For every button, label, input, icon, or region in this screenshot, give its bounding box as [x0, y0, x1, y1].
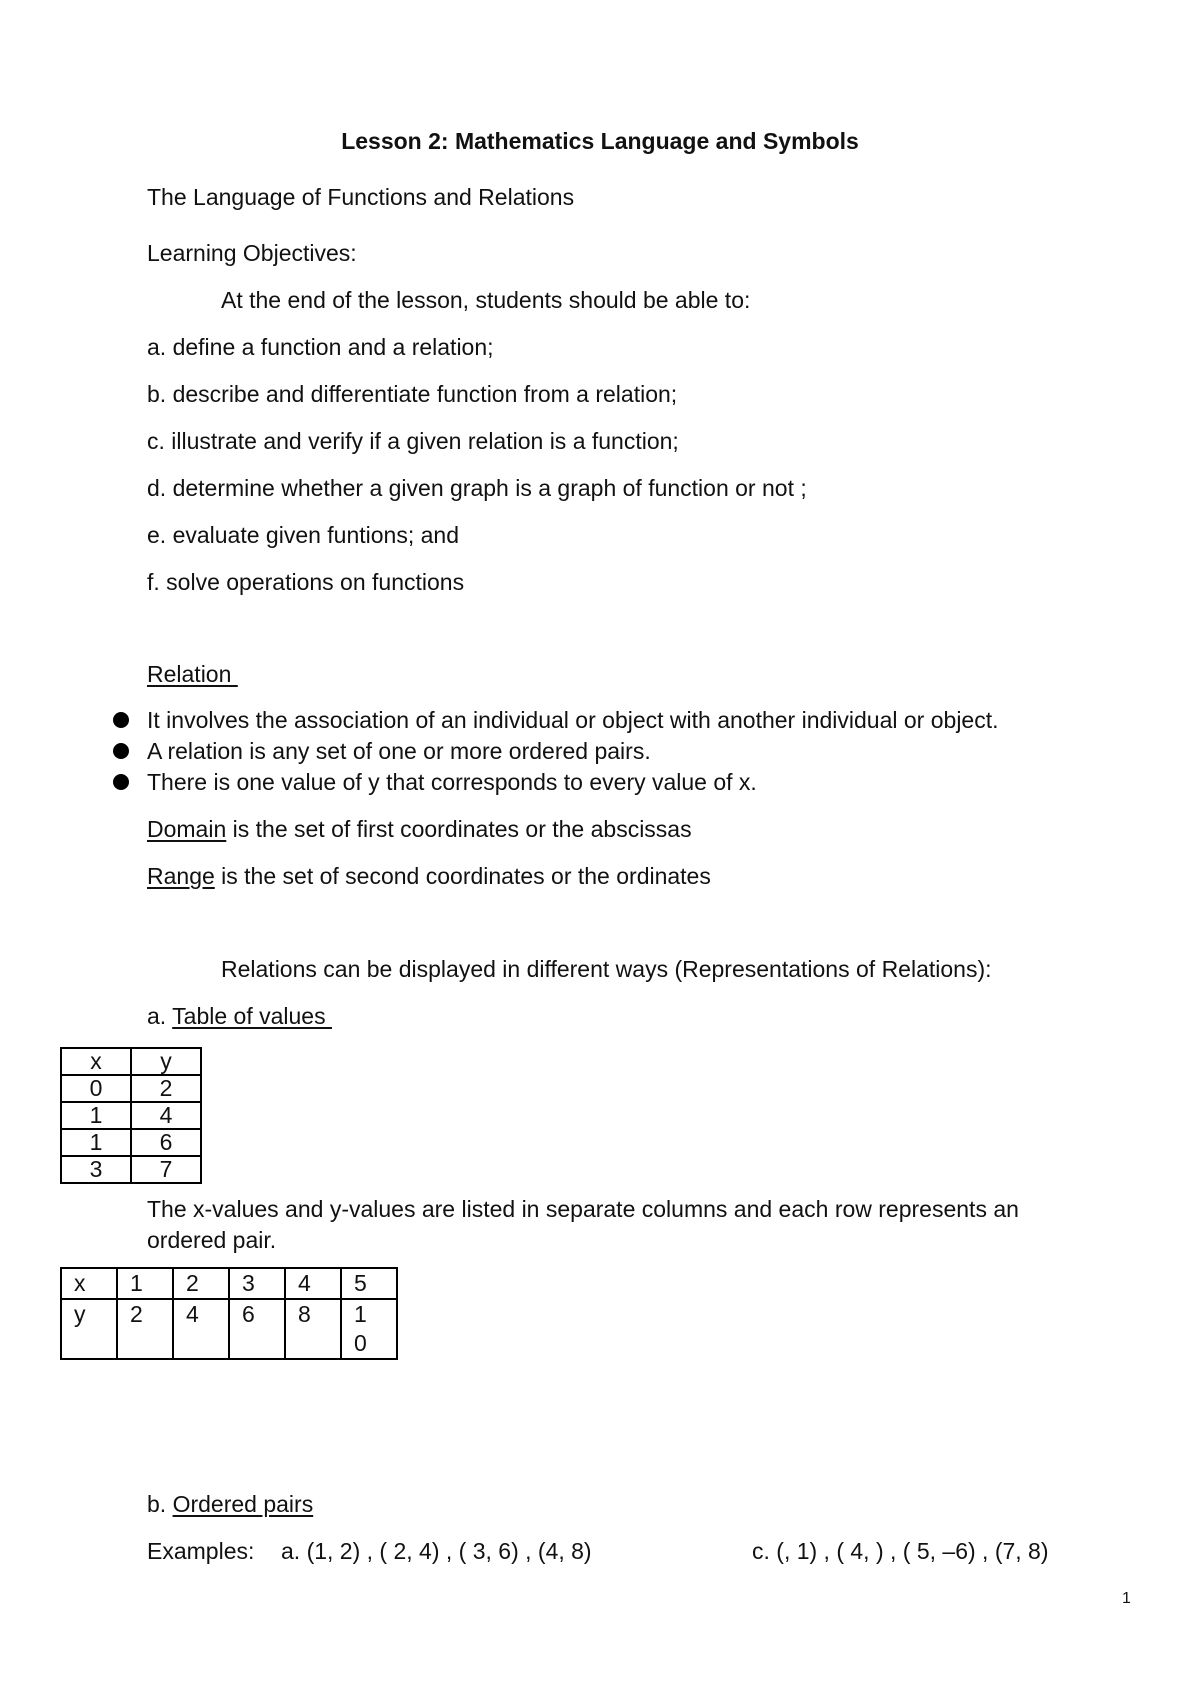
table-cell: 2 [131, 1075, 201, 1102]
examples-label: Examples: [147, 1538, 255, 1564]
objective-item: d. determine whether a given graph is a graph of function or not ; [147, 475, 807, 501]
item-prefix: b. [147, 1491, 173, 1517]
xy-table-horizontal [60, 1267, 398, 1360]
representations-intro: Relations can be displayed in different ways (Representations of Relations): [221, 956, 992, 982]
bullet-icon [113, 774, 129, 790]
table-header-row [61, 1048, 201, 1075]
objective-item: e. evaluate given funtions; and [147, 522, 460, 548]
objectives-heading: Learning Objectives: [147, 240, 357, 266]
table-row [61, 1075, 201, 1102]
table-cell: y [61, 1299, 117, 1359]
table-of-values-label [147, 1002, 332, 1030]
bullet-icon [113, 743, 129, 759]
relation-bullet: There is one value of y that corresponds to every value of x. [147, 769, 757, 795]
table-cell: 4 [173, 1299, 229, 1359]
bullet-icon [113, 712, 129, 728]
objective-item: c. illustrate and verify if a given relation is a function; [147, 428, 679, 454]
page-title: Lesson 2: Mathematics Language and Symbols [341, 128, 859, 154]
example-a: a. (1, 2) , ( 2, 4) , ( 3, 6) , (4, 8) [281, 1538, 592, 1564]
subtitle: The Language of Functions and Relations [147, 184, 575, 210]
table-row [61, 1102, 201, 1129]
table-cell: 8 [285, 1299, 341, 1359]
table-cell: 4 [285, 1268, 341, 1299]
table-note-line2: ordered pair. [147, 1227, 277, 1253]
example-c: c. (, 1) , ( 4, ) , ( 5, –6) , (7, 8) [752, 1538, 1049, 1564]
range-definition [147, 862, 711, 890]
relation-heading: Relation [147, 661, 238, 687]
table-row [61, 1268, 397, 1299]
table-cell: 7 [131, 1156, 201, 1183]
table-cell: 2 [117, 1299, 173, 1359]
table-cell: 3 [229, 1268, 285, 1299]
table-cell: 1 [117, 1268, 173, 1299]
table-cell: 0 [61, 1075, 131, 1102]
range-term: Range [147, 863, 215, 889]
table-cell: 2 [173, 1268, 229, 1299]
table-header-cell: y [131, 1048, 201, 1075]
table-cell: 6 [131, 1129, 201, 1156]
table-row [61, 1299, 397, 1359]
table-cell: 4 [131, 1102, 201, 1129]
range-text: is the set of second coordinates or the ordinates [214, 863, 711, 889]
xy-table-vertical [60, 1047, 202, 1184]
relation-bullet: It involves the association of an individual or object with another individual or object. [147, 707, 999, 733]
table-cell: x [61, 1268, 117, 1299]
item-prefix: a. [147, 1003, 173, 1029]
objective-item: f. solve operations on functions [147, 569, 465, 595]
table-of-values-title: Table of values [172, 1003, 332, 1029]
page-number: 1 [1122, 1590, 1131, 1607]
table-cell: 5 [341, 1268, 397, 1299]
ordered-pairs-label [147, 1490, 313, 1518]
ordered-pairs-title: Ordered pairs [172, 1491, 314, 1517]
table-cell: 1 [61, 1102, 131, 1129]
table-cell: 6 [229, 1299, 285, 1359]
objective-item: a. define a function and a relation; [147, 334, 494, 360]
objective-item: b. describe and differentiate function from a relation; [147, 381, 678, 407]
table-cell: 1 [61, 1129, 131, 1156]
table-note-line1: The x-values and y-values are listed in separate columns and each row represents an [147, 1196, 1019, 1222]
table-cell: 3 [61, 1156, 131, 1183]
table-row [61, 1156, 201, 1183]
table-cell: 1 0 [341, 1299, 397, 1359]
objectives-intro: At the end of the lesson, students should be able to: [221, 287, 751, 313]
table-row [61, 1129, 201, 1156]
relation-bullet: A relation is any set of one or more ordered pairs. [147, 738, 651, 764]
table-header-cell: x [61, 1048, 131, 1075]
domain-text: is the set of first coordinates or the abscissas [226, 816, 692, 842]
domain-definition [147, 815, 692, 843]
domain-term: Domain [147, 816, 227, 842]
